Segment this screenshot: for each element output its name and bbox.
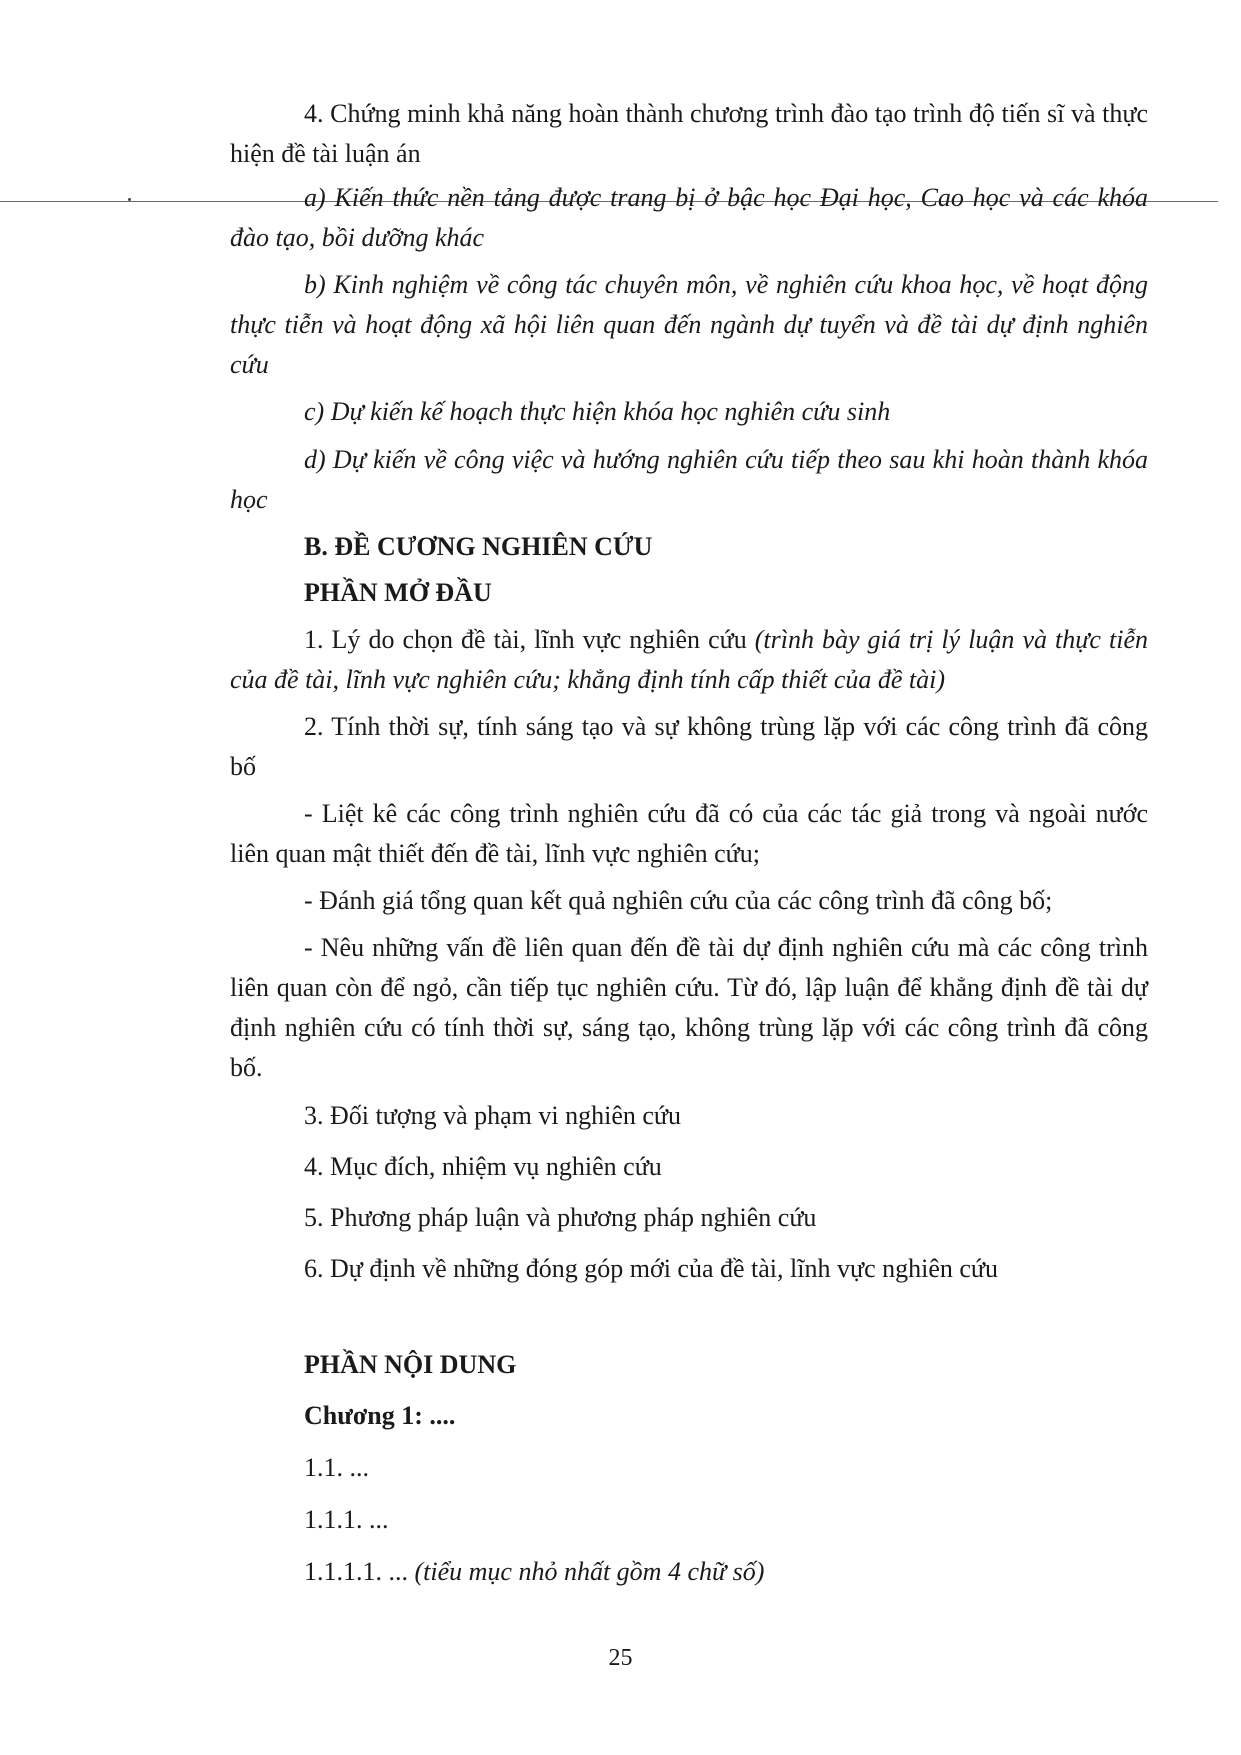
heading-a4: 4. Chứng minh khả năng hoàn thành chương trình đào tạo trình độ tiến sĩ và thực hiện đề tài luận án [230, 99, 1148, 168]
part-intro-title: PHẦN MỞ ĐẦU [304, 578, 492, 607]
subsection-1-1-1-1-note: (tiểu mục nhỏ nhất gồm 4 chữ số) [414, 1557, 765, 1586]
bullet-1: - Liệt kê các công trình nghiên cứu đã có của các tác giả trong và ngoài nước liên quan mật thiết đến đề tài, lĩnh vực nghiên cứu; [230, 799, 1148, 868]
subsection-1-1-1-1-main: 1.1.1.1. ... [304, 1557, 415, 1586]
intro-item-6: 6. Dự định về những đóng góp mới của đề tài, lĩnh vực nghiên cứu [304, 1254, 999, 1283]
intro-item-4: 4. Mục đích, nhiệm vụ nghiên cứu [304, 1152, 662, 1181]
item-b: b) Kinh nghiệm về công tác chuyên môn, về nghiên cứu khoa học, về hoạt động thực tiễn và hoạt động xã hội liên quan đến ngành dự tuyển và đề tài dự định nghiên cứu [230, 270, 1148, 379]
part-content-title: PHẦN NỘI DUNG [304, 1350, 517, 1379]
item-a: a) Kiến thức nền tảng được trang bị ở bậc học Đại học, Cao học và các khóa đào tạo, bồi dưỡng khác [230, 183, 1148, 252]
item-d: d) Dự kiến về công việc và hướng nghiên cứu tiếp theo sau khi hoàn thành khóa học [230, 445, 1148, 514]
document-body [230, 94, 1148, 1592]
intro-item-1 [230, 620, 1148, 700]
page-number: 25 [608, 1645, 633, 1671]
bullet-3: - Nêu những vấn đề liên quan đến đề tài dự định nghiên cứu mà các công trình liên quan còn để ngỏ, cần tiếp tục nghiên cứu. Từ đó, lập luận để khẳng định đề tài dự định nghiên cứu có tính thời sự, sáng tạo, không trùng lặp với các công trình đã công bố. [230, 933, 1148, 1082]
intro-item-5: 5. Phương pháp luận và phương pháp nghiên cứu [304, 1203, 817, 1232]
subsection-1-1: 1.1. ... [304, 1453, 369, 1482]
intro-item-1-main: 1. Lý do chọn đề tài, lĩnh vực nghiên cứu [304, 625, 755, 654]
scan-artifact-dot [128, 198, 131, 201]
intro-item-2: 2. Tính thời sự, tính sáng tạo và sự không trùng lặp với các công trình đã công bố [230, 712, 1148, 781]
intro-item-1-note: (trình bày giá trị lý luận và thực tiễn của đề tài, lĩnh vực nghiên cứu; khẳng định tính cấp thiết của đề tài) [230, 625, 1148, 694]
item-c: c) Dự kiến kế hoạch thực hiện khóa học nghiên cứu sinh [304, 397, 891, 426]
section-b-title: B. ĐỀ CƯƠNG NGHIÊN CỨU [304, 532, 653, 561]
intro-item-3: 3. Đối tượng và phạm vi nghiên cứu [304, 1101, 681, 1130]
bullet-2: - Đánh giá tổng quan kết quả nghiên cứu của các công trình đã công bố; [304, 886, 1053, 915]
chapter-title: Chương 1: .... [304, 1401, 456, 1430]
subsection-1-1-1: 1.1.1. ... [304, 1505, 389, 1534]
subsection-1-1-1-1 [230, 1552, 1148, 1592]
